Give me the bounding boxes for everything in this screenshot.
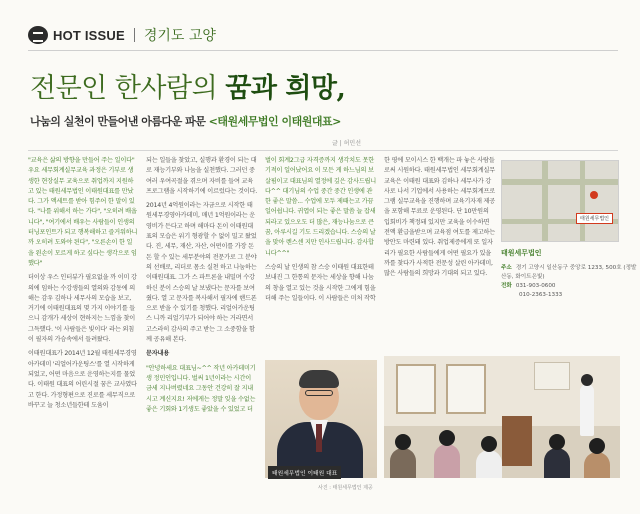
photo-podium xyxy=(502,416,532,466)
photo-attendee-head xyxy=(589,438,605,454)
photo-glasses xyxy=(305,390,333,396)
quote-paragraph: 벌이 회계2그급 자격증까지 생각치도 못한 기적이 일어났어요 이 모든 게 하느님의 보살핌이고 대표님의 열정에 깊은 감사드립니다^^ 대기님의 수업 중간 중간 인생에 관한 좋은 말씀... 수업에 모두 제때는고 가끔 일어쉽니다. 귀엽이 되는 좋은 말씀 늘 잡새되라고 있으오도 더 많은, 재능나눔으로 큰 꿈, 아루시길 기도 드리겠습니다. 스승의 날을 맞아 렌스센 지만 인사드립니다. 감사합니다^^" xyxy=(265,157,377,257)
paragraph: 이태원대표가 2014년 12월 태원세무경영아카데미 '리얼어카운팅스'를 열 시작하게 되었고, 어떤 마음으로 운영하는지를 물었다. 이태원 대표의 어린시절 꿈은 교사였다고 한다. 가정형편으로 진로를 세무직으로 바꾸고 늘 청소년들한테 도움이 xyxy=(28,350,137,409)
photo-speaker-head xyxy=(581,374,593,386)
mobile-line xyxy=(501,291,640,300)
address-key: 주소 xyxy=(501,265,512,271)
firm-name: 태원세무법인 xyxy=(501,249,542,257)
header-divider xyxy=(134,28,135,42)
map-pin-icon xyxy=(590,191,598,199)
map-road xyxy=(580,161,585,242)
photo-hair xyxy=(299,370,339,388)
section-heading: 문자내용 xyxy=(146,350,170,358)
photo-attendee xyxy=(584,452,610,478)
headline xyxy=(30,66,345,105)
photo-window xyxy=(396,364,436,414)
location-map xyxy=(501,160,619,242)
photo-attendee-head xyxy=(439,430,455,446)
photo-attendee-head xyxy=(481,436,497,452)
region-label: 경기도 고양 xyxy=(143,28,216,44)
photo-credit: 사진 : 태원세무법인 제공 xyxy=(318,485,373,491)
section-label: HOT ISSUE xyxy=(53,27,125,43)
article-column-1 xyxy=(28,156,138,508)
quote-paragraph: "안녕하세요 대표님~^^ 작년 아카데미기생 정민인입니다. 벌써 1년이라는 시간이 금세 지나버렸네요 그동안 건강히 잘 지내시고 계신지요! 저에게는 정말 잊을 수없는 좋은 기회와 1기생도 좋았을 수 있었고 더 xyxy=(146,364,256,413)
photo-attendee xyxy=(390,448,416,478)
photo-tie xyxy=(316,424,322,452)
article-column-2 xyxy=(146,156,258,508)
photo-attendee-head xyxy=(395,434,411,450)
photo-speaker xyxy=(580,384,594,436)
map-road xyxy=(502,179,619,185)
header-rule xyxy=(28,50,618,51)
map-road xyxy=(542,161,548,242)
byline: 글 | 허민선 xyxy=(332,140,362,147)
contact-info xyxy=(501,264,640,300)
address-line xyxy=(501,264,640,282)
article-column-3 xyxy=(265,156,377,360)
portrait-photo xyxy=(265,360,377,478)
phone-key: 전화 xyxy=(501,283,512,289)
article-column-4 xyxy=(384,156,496,360)
headline-part2: 꿈과 희망, xyxy=(225,73,346,104)
phone-value: 031-903-0600 xyxy=(515,283,556,289)
address-value: 경기 고양시 일산동구 중앙로 1233, 500호 (정발산동, 화이트은빛) xyxy=(501,265,637,280)
paragraph: "교육은 삶의 방향을 만들어 주는 일이다" 우요 세무회계실무교육 과정은 기부로 생생한 현장실무 교육으로 취업까지 지원하고 있는 태원세무법인 이태원대표를 만났다. 그가 액세트를 받아 힘주어 한 말이 있다. "나를 위해서 하는 가다", "오히려 배웁니다", "여기에서 배우는 사람들이 인생의 터닝포인트가 되고 행복해하고 즐거워하니까 오히려 도와야 된다", "오른손이 한 일을 왼손이 모르게 하고 싶다는 생각으로 임했다" xyxy=(28,157,138,267)
paragraph: 되는 일들을 찾았고, 실행과 환경이 되는 대로 재능기부와 나눔을 실천했다. 그러던 중 여러 우여곡절을 겪으며 자비를 들여 교육프로그램을 시작하기에 이르렀다는 것이다. xyxy=(146,157,258,195)
subheadline xyxy=(30,113,341,129)
classroom-photo xyxy=(384,356,620,478)
photo-poster xyxy=(534,362,570,390)
headline-part1: 전문인 한사람의 xyxy=(30,73,226,104)
photo-caption: 태원세무법인 이태원 대표 xyxy=(268,466,341,479)
photo-attendee xyxy=(544,448,570,478)
photo-attendee xyxy=(434,444,460,478)
mobile-value: 010-2363-1333 xyxy=(519,292,563,298)
map-marker-label: 태원세무법인 xyxy=(576,213,613,224)
header xyxy=(28,24,216,46)
subheadline-main: 나눔의 실천이 만들어낸 아름다운 파문 xyxy=(30,115,209,128)
photo-attendee-head xyxy=(549,434,565,450)
photo-window xyxy=(446,364,486,414)
phone-line xyxy=(501,282,640,291)
subheadline-firm: <태원세무법인 이태원대표> xyxy=(208,115,341,128)
photo-attendee xyxy=(476,450,502,478)
paragraph: 2014년 4억원이라는 자금으로 시작한 태원세무경영아카데미, 매년 1억원이라는 운영비가 든다고 하며 해마다 돈이 이태원대표의 모습은 위기 형광할 수 없이 밀고 왔었다. 진, 세무, 재산, 자산, 어떤이를 가장 돈돈 할 수 있는 세무분야의 전문가로 그 분야의 선배로, 리더로 몸소 실천 하고 나눔하는 이태원대표. 그가 스 파트론을 내밀며 수강하신 분이 스승의 날 보냈다는 문자를 보여줬다. 열 고 문자를 복사해서 필자에 핸드폰으로 받을 수 있기를 청했다. 리얼어카운팅스 니까 리얼기부가 되어야 하는 거라면서 고스라히 감사의 주고 받는 그 소중함을 함께 공유해 본다. xyxy=(146,202,257,344)
paragraph: 한 평에 모이시스 한 백개는 파 놓은 사람들로써 시원하다. 태원세무법인 세무회계실무교육은 이태원 대표와 김하나 세무사가 강사로 나서 기업에서 사용하는 세무회계프로그램 실무교육을 진행하며 교육기자재 제공을 포함해 무료로 운영된다. 단 10만원의 입회비가 책정돼 있지만 교육을 이수하면 전액 환급을받으며 교육점 여도를 제고하는 방안도 마련돼 있다. 취업제증에게 또 일자리가 필요한 사람들에게 어떤 필요가 있을까를 찾다가 사적한 전문성 살린 아카데미, 많은 사람들의 희망과 기대의 되고 있다. xyxy=(384,157,496,278)
paragraph: 더이상 우스 인터뷰가 필요없을 까 이미 강의에 임하는 수강생들의 열의와 감동에 의해는 감우 김하나 세무사의 모습을 보고, 거기에 이태원대표의 몇 가지 이야기를 들으니 감개가 세상이 현하지는 느낌을 찾이 그득했다. '이 사람들은 빛이다' 라는 외침이 필자의 가슴속에서 들려왔다. xyxy=(28,274,137,344)
body-rule xyxy=(28,150,618,151)
paragraph: 스승의 날 인생의 참 스승 이태원 대표한테 보내진 그 한통의 문자는 세상을 향해 나눔의 창을 열고 있는 것을 시작한 그에게 힘을 더해 주는 일들이다. 이 사람들은 미처 작학 xyxy=(265,263,376,302)
hot-issue-logo-icon xyxy=(28,26,48,44)
